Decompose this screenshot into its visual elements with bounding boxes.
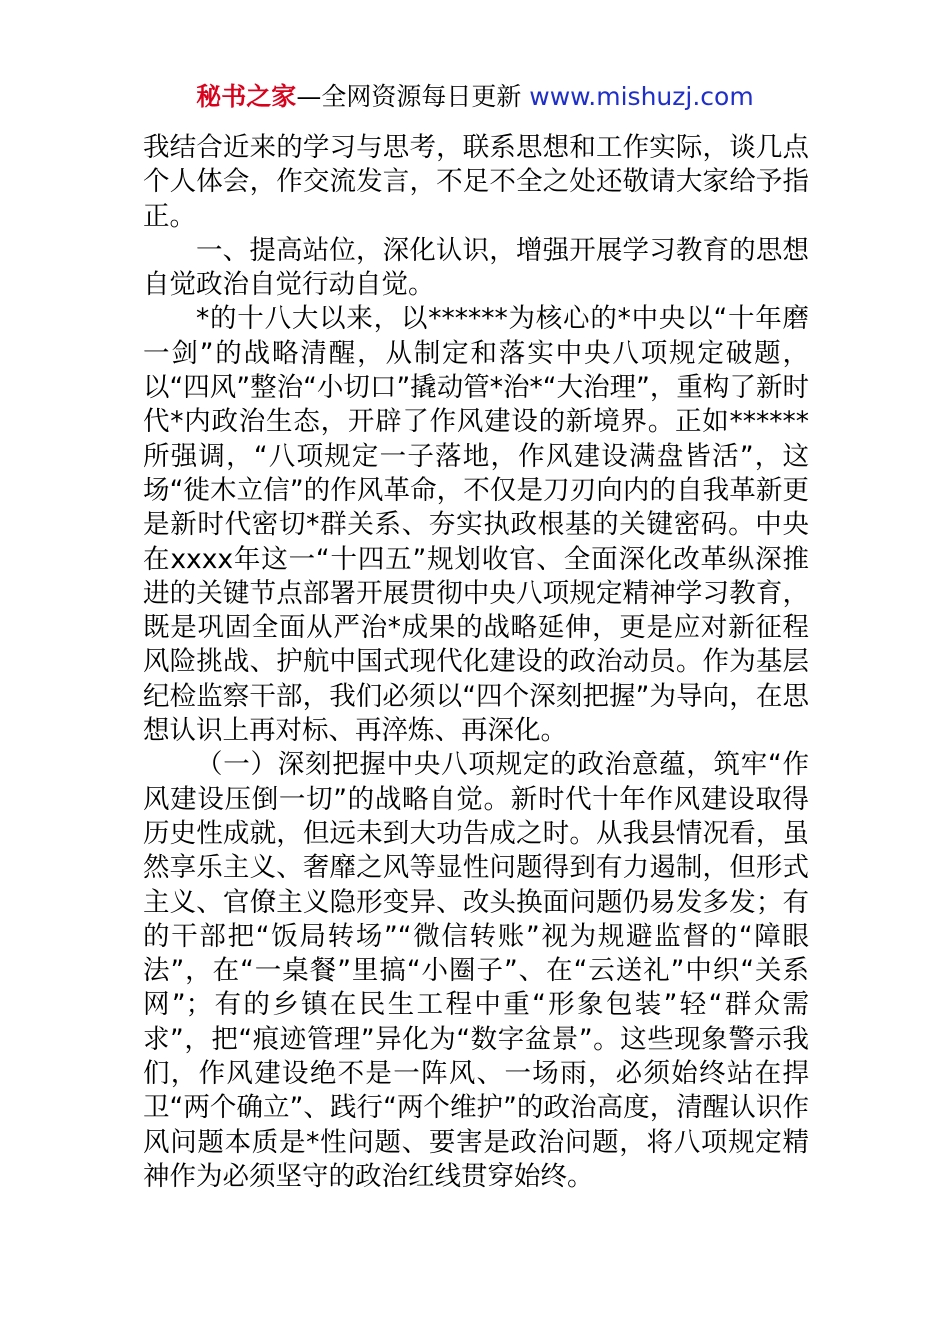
site-url-link[interactable]: www.mishuzj.com bbox=[529, 82, 754, 111]
body-paragraph: *的十八大以来，以******为核心的*中央以“十年磨一剑”的战略清醒，从制定和落实中央八项规定破题，以“四风”整治“小切口”撬动管*治*“大治理”，重构了新时代*内政治生态，开辟了作风建设的新境界。正如******所强调，“八项规定一子落地，作风建设满盘皆活”，这场“徙木立信”的作风革命，不仅是刀刃向内的自我革新更是新时代密切*群关系、夯实执政根基的关键密码。中央在xxxx年这一“十四五”规划收官、全面深化改革纵深推进的关键节点部署开展贯彻中央八项规定精神学习教育，既是巩固全面从严治*成果的战略延伸，更是应对新征程风险挑战、护航中国式现代化建设的政治动员。作为基层纪检监察干部，我们必须以“四个深刻把握”为导向，在思想认识上再对标、再淬炼、再深化。 bbox=[143, 303, 809, 747]
site-header bbox=[0, 80, 950, 114]
document-body bbox=[143, 131, 809, 1194]
body-paragraph: 我结合近来的学习与思考，联系思想和工作实际，谈几点个人体会，作交流发言，不足不全之处还敬请大家给予指正。 bbox=[143, 132, 809, 232]
site-brand: 秘书之家 bbox=[196, 82, 297, 111]
body-paragraph: （一）深刻把握中央八项规定的政治意蕴，筑牢“作风建设压倒一切”的战略自觉。新时代十年作风建设取得历史性成就，但远未到大功告成之时。从我县情况看，虽然享乐主义、奢靡之风等显性问题得到有力遏制，但形式主义、官僚主义隐形变异、改头换面问题仍易发多发；有的干部把“饭局转场”“微信转账”视为规避监督的“障眼法”，在“一桌餐”里搞“小圈子”、在“云送礼”中织“关系网”；有的乡镇在民生工程中重“形象包装”轻“群众需求”，把“痕迹管理”异化为“数字盆景”。这些现象警示我们，作风建设绝不是一阵风、一场雨，必须始终站在捍卫“两个确立”、践行“两个维护”的政治高度，清醒认识作风问题本质是*性问题、要害是政治问题，将八项规定精神作为必须坚守的政治红线贯穿始终。 bbox=[143, 749, 809, 1192]
site-tagline: —全网资源每日更新 bbox=[296, 82, 530, 111]
section-heading: 一、提高站位，深化认识，增强开展学习教育的思想自觉政治自觉行动自觉。 bbox=[143, 234, 809, 301]
